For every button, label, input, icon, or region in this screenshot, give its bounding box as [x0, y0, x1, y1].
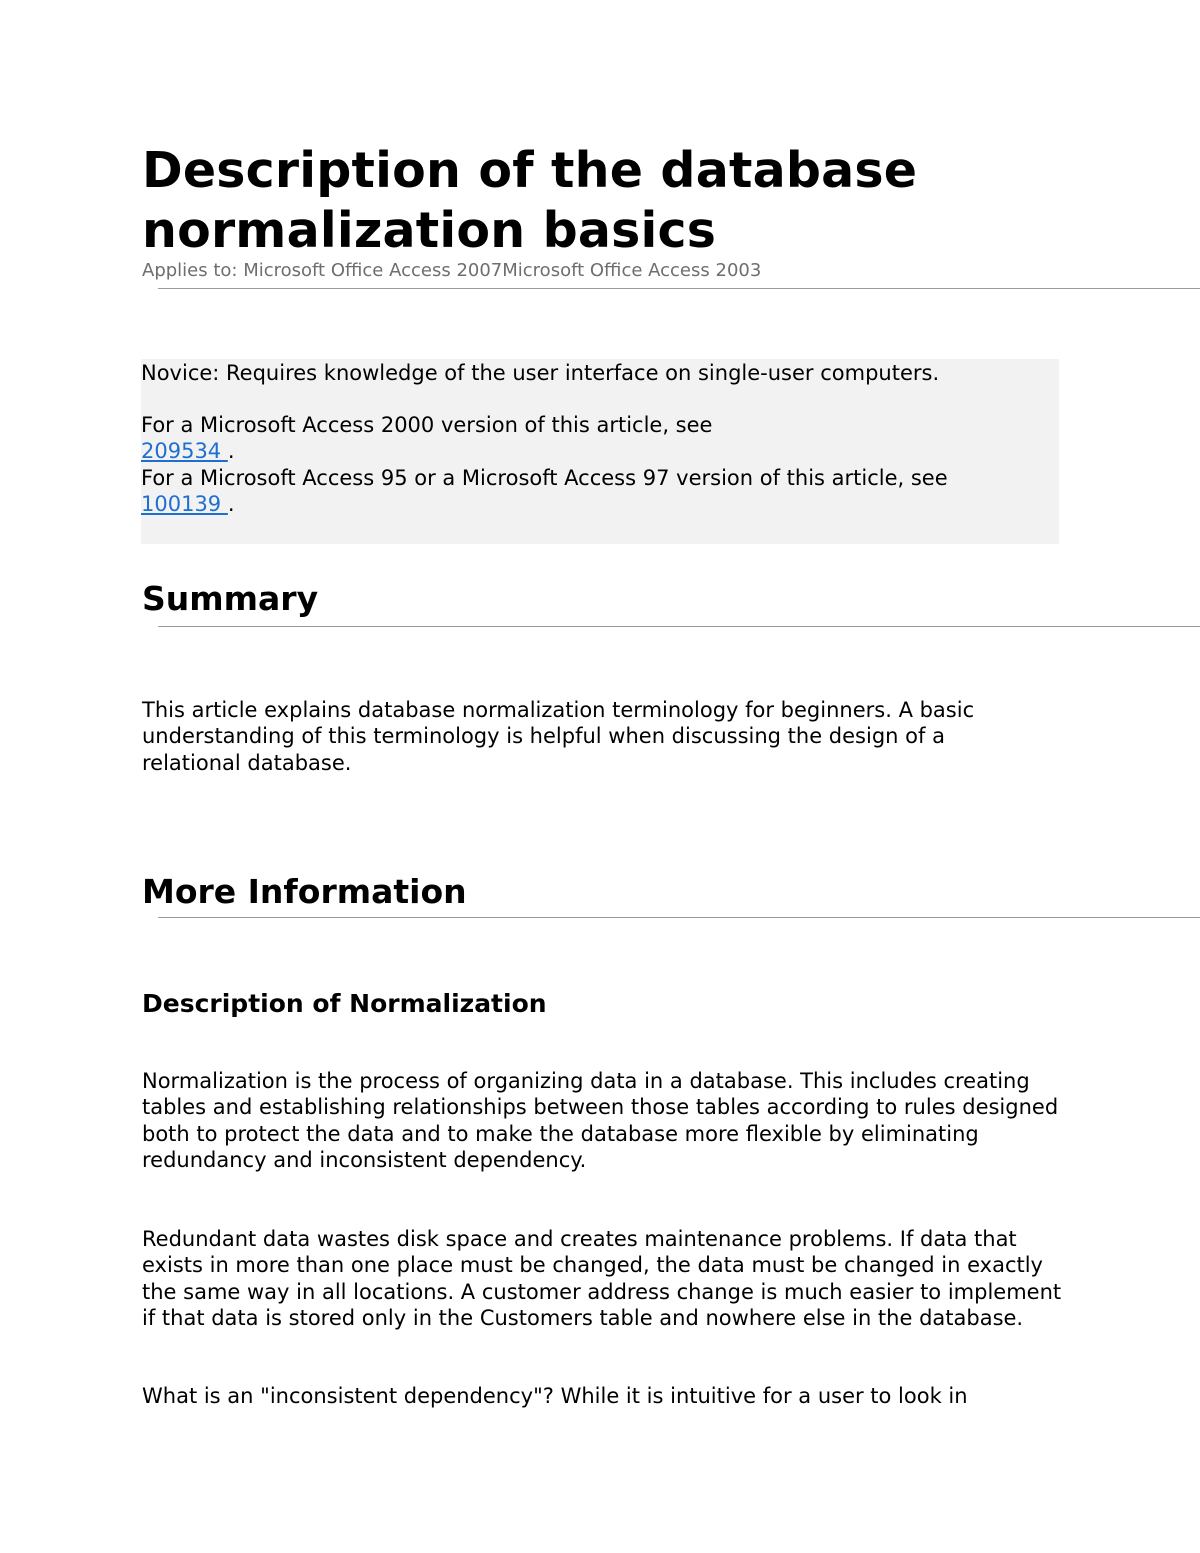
article-link-100139[interactable]: 100139 [141, 492, 228, 516]
normalization-paragraph-3: What is an "inconsistent dependency"? While it is intuitive for a user to look in [142, 1384, 968, 1408]
access2000-note: For a Microsoft Access 2000 version of this article, see [141, 413, 713, 437]
normalization-paragraph-2: Redundant data wastes disk space and creates maintenance problems. If data that exists in more than one place must be changed, the data must be changed in exactly the same way in all locations. A customer address change is much easier to implement if that data is stored only in the Customers table and nowhere else in the database. [142, 1227, 1062, 1330]
normalization-paragraph-1: Normalization is the process of organizing data in a database. This includes creating tables and establishing relationships between those tables according to rules designed both to protect the data and to make the database more flexible by eliminating redundancy and inconsistent dependency. [142, 1069, 1059, 1172]
access97-link-line [141, 491, 235, 517]
page-title: Description of the database normalization basics [142, 142, 918, 259]
more-information-divider [158, 917, 1200, 918]
applies-to-line: Applies to: Microsoft Office Access 2007Microsoft Office Access 2003 [142, 260, 762, 281]
audience-note-box [141, 359, 1059, 544]
access97-note: For a Microsoft Access 95 or a Microsoft Access 97 version of this article, see [141, 466, 948, 490]
link-suffix: . [227, 492, 235, 516]
article-link-209534[interactable]: 209534 [141, 439, 228, 463]
novice-note: Novice: Requires knowledge of the user interface on single-user computers. [141, 361, 940, 385]
summary-divider [158, 626, 1200, 627]
title-divider [158, 288, 1200, 289]
summary-paragraph: This article explains database normalization terminology for beginners. A basic understanding of this terminology is helpful when discussing the design of a relational database. [142, 698, 975, 775]
more-information-heading: More Information [142, 872, 467, 911]
summary-heading: Summary [142, 579, 319, 618]
access2000-link-line [141, 438, 235, 464]
normalization-subheading: Description of Normalization [142, 989, 547, 1018]
link-suffix: . [227, 439, 235, 463]
